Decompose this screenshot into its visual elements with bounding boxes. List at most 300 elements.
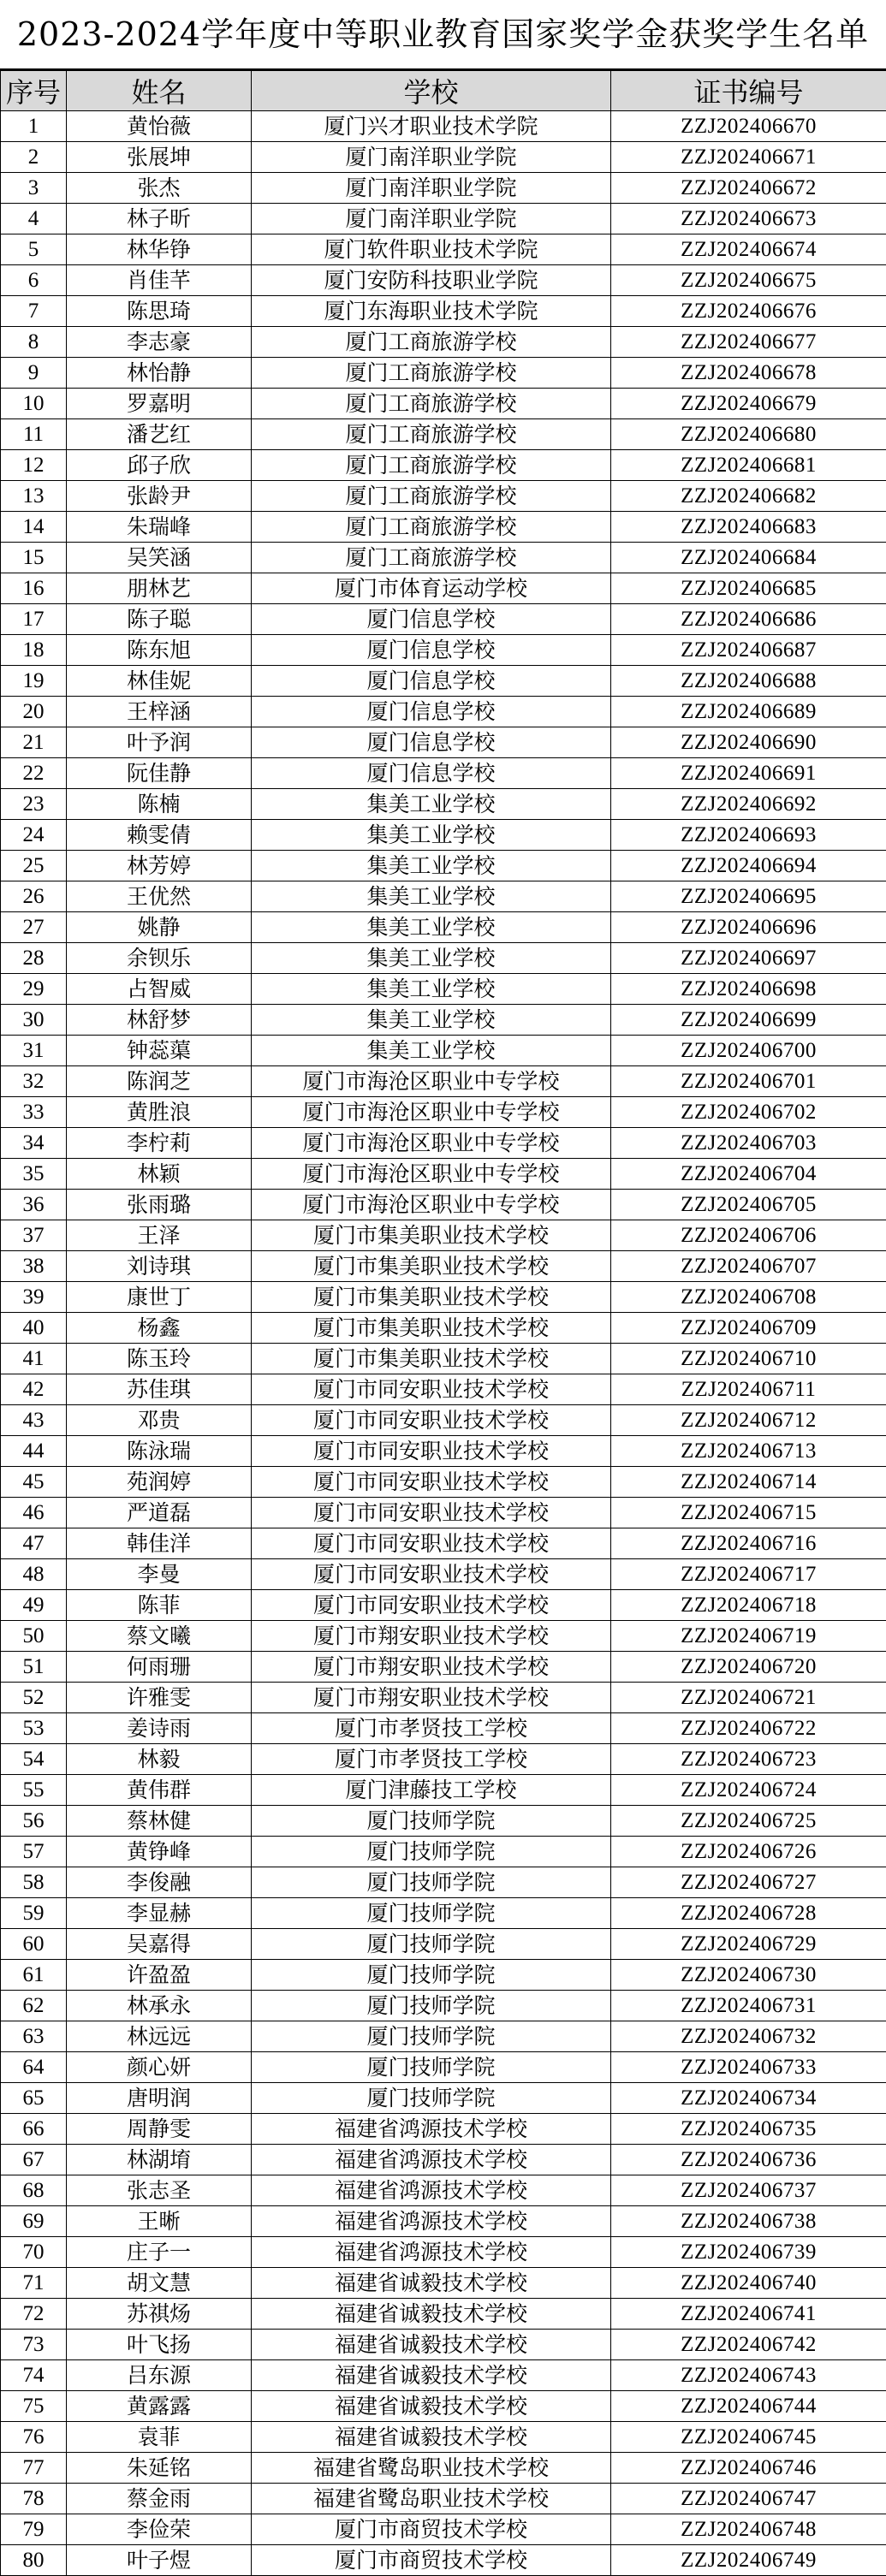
table-header-row: [1, 71, 886, 111]
cell-seq: 24: [1, 820, 67, 851]
cell-name: 钟蕊蕖: [67, 1036, 252, 1066]
cell-cert: ZZJ202406681: [611, 450, 886, 481]
cell-cert: ZZJ202406690: [611, 727, 886, 758]
table-row: [1, 1898, 886, 1929]
cell-name: 林舒梦: [67, 1005, 252, 1036]
cell-cert: ZZJ202406703: [611, 1128, 886, 1159]
table-row: [1, 697, 886, 727]
cell-seq: 15: [1, 543, 67, 573]
table-row: [1, 512, 886, 543]
cell-school: 集美工业学校: [252, 943, 611, 974]
cell-cert: ZZJ202406685: [611, 573, 886, 604]
header-school: 学校: [252, 71, 611, 111]
cell-name: 吴嘉得: [67, 1929, 252, 1960]
cell-cert: ZZJ202406689: [611, 697, 886, 727]
table-row: [1, 2391, 886, 2422]
cell-cert: ZZJ202406698: [611, 974, 886, 1005]
table-row: [1, 2145, 886, 2175]
cell-name: 刘诗琪: [67, 1251, 252, 1282]
cell-school: 集美工业学校: [252, 881, 611, 912]
cell-cert: ZZJ202406745: [611, 2422, 886, 2453]
cell-cert: ZZJ202406727: [611, 1867, 886, 1898]
cell-school: 厦门市同安职业技术学校: [252, 1436, 611, 1467]
cell-seq: 2: [1, 142, 67, 173]
cell-name: 黄露露: [67, 2391, 252, 2422]
cell-name: 余钡乐: [67, 943, 252, 974]
cell-cert: ZZJ202406674: [611, 234, 886, 265]
table-row: [1, 820, 886, 851]
cell-cert: ZZJ202406679: [611, 389, 886, 419]
cell-name: 吕东源: [67, 2360, 252, 2391]
cell-seq: 43: [1, 1405, 67, 1436]
cell-cert: ZZJ202406671: [611, 142, 886, 173]
table-row: [1, 2484, 886, 2514]
cell-name: 阮佳静: [67, 758, 252, 789]
cell-school: 厦门市海沧区职业中专学校: [252, 1190, 611, 1220]
cell-seq: 28: [1, 943, 67, 974]
cell-seq: 25: [1, 851, 67, 881]
cell-school: 福建省鹭岛职业技术学校: [252, 2453, 611, 2484]
table-body: [1, 111, 886, 2576]
cell-school: 福建省鸿源技术学校: [252, 2237, 611, 2268]
cell-cert: ZZJ202406735: [611, 2114, 886, 2145]
cell-seq: 52: [1, 1683, 67, 1713]
cell-seq: 11: [1, 419, 67, 450]
cell-seq: 71: [1, 2268, 67, 2299]
cell-name: 邓贵: [67, 1405, 252, 1436]
cell-seq: 27: [1, 912, 67, 943]
cell-seq: 26: [1, 881, 67, 912]
cell-name: 陈菲: [67, 1590, 252, 1621]
cell-seq: 39: [1, 1282, 67, 1313]
cell-name: 胡文慧: [67, 2268, 252, 2299]
cell-seq: 16: [1, 573, 67, 604]
cell-seq: 50: [1, 1621, 67, 1652]
cell-school: 集美工业学校: [252, 1036, 611, 1066]
document-title: 2023-2024学年度中等职业教育国家奖学金获奖学生名单: [0, 0, 886, 70]
cell-school: 厦门工商旅游学校: [252, 389, 611, 419]
cell-name: 林湖堉: [67, 2145, 252, 2175]
cell-cert: ZZJ202406682: [611, 481, 886, 512]
cell-seq: 21: [1, 727, 67, 758]
table-row: [1, 1374, 886, 1405]
cell-cert: ZZJ202406730: [611, 1960, 886, 1991]
cell-school: 福建省鸿源技术学校: [252, 2114, 611, 2145]
cell-name: 李曼: [67, 1559, 252, 1590]
cell-school: 厦门安防科技职业学院: [252, 265, 611, 296]
cell-seq: 74: [1, 2360, 67, 2391]
cell-cert: ZZJ202406711: [611, 1374, 886, 1405]
cell-name: 罗嘉明: [67, 389, 252, 419]
cell-school: 厦门市同安职业技术学校: [252, 1528, 611, 1559]
cell-name: 林远远: [67, 2021, 252, 2052]
cell-cert: ZZJ202406731: [611, 1991, 886, 2021]
cell-seq: 69: [1, 2206, 67, 2237]
cell-cert: ZZJ202406723: [611, 1744, 886, 1775]
cell-cert: ZZJ202406700: [611, 1036, 886, 1066]
cell-name: 陈东旭: [67, 635, 252, 666]
cell-seq: 12: [1, 450, 67, 481]
table-row: [1, 1251, 886, 1282]
cell-name: 杨鑫: [67, 1313, 252, 1344]
cell-cert: ZZJ202406678: [611, 358, 886, 389]
cell-seq: 44: [1, 1436, 67, 1467]
table-row: [1, 481, 886, 512]
cell-school: 厦门信息学校: [252, 635, 611, 666]
cell-name: 李俊融: [67, 1867, 252, 1898]
cell-school: 福建省诚毅技术学校: [252, 2391, 611, 2422]
cell-school: 厦门工商旅游学校: [252, 358, 611, 389]
cell-cert: ZZJ202406677: [611, 327, 886, 358]
cell-school: 福建省诚毅技术学校: [252, 2330, 611, 2360]
cell-school: 厦门市同安职业技术学校: [252, 1498, 611, 1528]
cell-school: 厦门市集美职业技术学校: [252, 1251, 611, 1282]
table-row: [1, 912, 886, 943]
cell-name: 黄伟群: [67, 1775, 252, 1806]
cell-cert: ZZJ202406726: [611, 1837, 886, 1867]
cell-seq: 79: [1, 2514, 67, 2545]
cell-seq: 20: [1, 697, 67, 727]
cell-name: 潘艺红: [67, 419, 252, 450]
cell-school: 厦门市海沧区职业中专学校: [252, 1159, 611, 1190]
cell-name: 李志豪: [67, 327, 252, 358]
cell-school: 厦门信息学校: [252, 697, 611, 727]
cell-name: 蔡金雨: [67, 2484, 252, 2514]
table-row: [1, 1960, 886, 1991]
cell-cert: ZZJ202406737: [611, 2175, 886, 2206]
cell-name: 陈楠: [67, 789, 252, 820]
table-row: [1, 173, 886, 204]
cell-seq: 59: [1, 1898, 67, 1929]
cell-cert: ZZJ202406709: [611, 1313, 886, 1344]
cell-name: 陈子聪: [67, 604, 252, 635]
cell-name: 陈思琦: [67, 296, 252, 327]
cell-name: 蔡文曦: [67, 1621, 252, 1652]
cell-name: 林芳婷: [67, 851, 252, 881]
cell-cert: ZZJ202406688: [611, 666, 886, 697]
cell-seq: 17: [1, 604, 67, 635]
cell-cert: ZZJ202406738: [611, 2206, 886, 2237]
cell-name: 赖雯倩: [67, 820, 252, 851]
cell-seq: 61: [1, 1960, 67, 1991]
cell-cert: ZZJ202406702: [611, 1097, 886, 1128]
table-row: [1, 635, 886, 666]
cell-school: 厦门市商贸技术学校: [252, 2514, 611, 2545]
table-row: [1, 234, 886, 265]
table-row: [1, 265, 886, 296]
header-cert: 证书编号: [611, 71, 886, 111]
cell-name: 苑润婷: [67, 1467, 252, 1498]
cell-cert: ZZJ202406715: [611, 1498, 886, 1528]
cell-name: 唐明润: [67, 2083, 252, 2114]
cell-name: 肖佳芊: [67, 265, 252, 296]
table-row: [1, 358, 886, 389]
cell-name: 姚静: [67, 912, 252, 943]
table-row: [1, 1344, 886, 1374]
cell-cert: ZZJ202406687: [611, 635, 886, 666]
cell-name: 林颖: [67, 1159, 252, 1190]
cell-seq: 34: [1, 1128, 67, 1159]
cell-cert: ZZJ202406716: [611, 1528, 886, 1559]
cell-cert: ZZJ202406743: [611, 2360, 886, 2391]
cell-seq: 6: [1, 265, 67, 296]
table-row: [1, 2083, 886, 2114]
table-row: [1, 1775, 886, 1806]
cell-name: 吴笑涵: [67, 543, 252, 573]
cell-seq: 41: [1, 1344, 67, 1374]
cell-name: 严道磊: [67, 1498, 252, 1528]
cell-school: 厦门市集美职业技术学校: [252, 1344, 611, 1374]
table-row: [1, 419, 886, 450]
table-row: [1, 2514, 886, 2545]
table-row: [1, 1744, 886, 1775]
cell-cert: ZZJ202406710: [611, 1344, 886, 1374]
table-row: [1, 1590, 886, 1621]
header-name: 姓名: [67, 71, 252, 111]
cell-seq: 32: [1, 1066, 67, 1097]
cell-name: 陈泳瑞: [67, 1436, 252, 1467]
cell-cert: ZZJ202406697: [611, 943, 886, 974]
awardee-table: [0, 70, 886, 2576]
cell-name: 叶子煜: [67, 2545, 252, 2576]
cell-seq: 80: [1, 2545, 67, 2576]
cell-school: 厦门工商旅游学校: [252, 543, 611, 573]
table-row: [1, 1159, 886, 1190]
cell-name: 邱子欣: [67, 450, 252, 481]
table-row: [1, 1005, 886, 1036]
cell-name: 朋林艺: [67, 573, 252, 604]
cell-cert: ZZJ202406717: [611, 1559, 886, 1590]
table-row: [1, 450, 886, 481]
cell-cert: ZZJ202406739: [611, 2237, 886, 2268]
cell-name: 朱延铭: [67, 2453, 252, 2484]
cell-name: 占智威: [67, 974, 252, 1005]
cell-school: 厦门市同安职业技术学校: [252, 1467, 611, 1498]
table-row: [1, 2175, 886, 2206]
table-row: [1, 2206, 886, 2237]
cell-seq: 56: [1, 1806, 67, 1837]
cell-seq: 49: [1, 1590, 67, 1621]
cell-school: 集美工业学校: [252, 851, 611, 881]
cell-seq: 62: [1, 1991, 67, 2021]
cell-school: 厦门市海沧区职业中专学校: [252, 1066, 611, 1097]
cell-cert: ZZJ202406740: [611, 2268, 886, 2299]
cell-cert: ZZJ202406704: [611, 1159, 886, 1190]
cell-seq: 76: [1, 2422, 67, 2453]
cell-school: 厦门市翔安职业技术学校: [252, 1621, 611, 1652]
table-row: [1, 1190, 886, 1220]
cell-name: 林承永: [67, 1991, 252, 2021]
cell-cert: ZZJ202406718: [611, 1590, 886, 1621]
cell-school: 厦门市集美职业技术学校: [252, 1313, 611, 1344]
cell-seq: 63: [1, 2021, 67, 2052]
cell-name: 陈玉玲: [67, 1344, 252, 1374]
table-row: [1, 1559, 886, 1590]
cell-school: 厦门技师学院: [252, 1806, 611, 1837]
cell-seq: 70: [1, 2237, 67, 2268]
cell-seq: 45: [1, 1467, 67, 1498]
cell-school: 厦门工商旅游学校: [252, 481, 611, 512]
cell-school: 厦门软件职业技术学院: [252, 234, 611, 265]
table-row: [1, 789, 886, 820]
cell-cert: ZZJ202406693: [611, 820, 886, 851]
cell-seq: 9: [1, 358, 67, 389]
cell-school: 厦门市孝贤技工学校: [252, 1713, 611, 1744]
cell-school: 厦门市体育运动学校: [252, 573, 611, 604]
cell-name: 袁菲: [67, 2422, 252, 2453]
cell-school: 厦门市同安职业技术学校: [252, 1590, 611, 1621]
table-row: [1, 1528, 886, 1559]
cell-school: 集美工业学校: [252, 789, 611, 820]
cell-seq: 67: [1, 2145, 67, 2175]
cell-seq: 66: [1, 2114, 67, 2145]
cell-name: 黄胜浪: [67, 1097, 252, 1128]
table-row: [1, 1282, 886, 1313]
cell-seq: 1: [1, 111, 67, 142]
cell-cert: ZZJ202406741: [611, 2299, 886, 2330]
cell-name: 朱瑞峰: [67, 512, 252, 543]
cell-name: 林子昕: [67, 204, 252, 234]
cell-cert: ZZJ202406673: [611, 204, 886, 234]
cell-school: 厦门南洋职业学院: [252, 142, 611, 173]
cell-school: 集美工业学校: [252, 912, 611, 943]
cell-name: 王泽: [67, 1220, 252, 1251]
table-row: [1, 1929, 886, 1960]
table-row: [1, 666, 886, 697]
cell-school: 厦门信息学校: [252, 666, 611, 697]
cell-seq: 54: [1, 1744, 67, 1775]
table-row: [1, 1405, 886, 1436]
cell-school: 福建省鸿源技术学校: [252, 2175, 611, 2206]
cell-cert: ZZJ202406732: [611, 2021, 886, 2052]
cell-cert: ZZJ202406721: [611, 1683, 886, 1713]
cell-school: 厦门南洋职业学院: [252, 204, 611, 234]
cell-school: 厦门技师学院: [252, 1929, 611, 1960]
cell-cert: ZZJ202406694: [611, 851, 886, 881]
cell-school: 厦门技师学院: [252, 1867, 611, 1898]
cell-cert: ZZJ202406696: [611, 912, 886, 943]
cell-seq: 51: [1, 1652, 67, 1683]
cell-school: 厦门技师学院: [252, 1898, 611, 1929]
table-row: [1, 1713, 886, 1744]
table-row: [1, 2052, 886, 2083]
cell-name: 康世丁: [67, 1282, 252, 1313]
table-row: [1, 1498, 886, 1528]
cell-seq: 36: [1, 1190, 67, 1220]
table-row: [1, 1220, 886, 1251]
cell-school: 厦门市集美职业技术学校: [252, 1220, 611, 1251]
cell-cert: ZZJ202406749: [611, 2545, 886, 2576]
cell-school: 厦门市孝贤技工学校: [252, 1744, 611, 1775]
table-row: [1, 2268, 886, 2299]
cell-seq: 78: [1, 2484, 67, 2514]
table-row: [1, 1621, 886, 1652]
cell-cert: ZZJ202406746: [611, 2453, 886, 2484]
cell-school: 厦门津藤技工学校: [252, 1775, 611, 1806]
cell-seq: 29: [1, 974, 67, 1005]
cell-name: 张展坤: [67, 142, 252, 173]
cell-seq: 10: [1, 389, 67, 419]
table-row: [1, 2114, 886, 2145]
cell-cert: ZZJ202406670: [611, 111, 886, 142]
table-row: [1, 1097, 886, 1128]
cell-name: 李俭荣: [67, 2514, 252, 2545]
cell-seq: 31: [1, 1036, 67, 1066]
table-row: [1, 1837, 886, 1867]
cell-name: 林毅: [67, 1744, 252, 1775]
cell-cert: ZZJ202406705: [611, 1190, 886, 1220]
cell-school: 厦门工商旅游学校: [252, 450, 611, 481]
cell-school: 厦门信息学校: [252, 604, 611, 635]
cell-school: 集美工业学校: [252, 820, 611, 851]
cell-school: 福建省诚毅技术学校: [252, 2268, 611, 2299]
cell-name: 黄铮峰: [67, 1837, 252, 1867]
cell-seq: 30: [1, 1005, 67, 1036]
cell-school: 福建省鹭岛职业技术学校: [252, 2484, 611, 2514]
cell-name: 张雨璐: [67, 1190, 252, 1220]
cell-seq: 22: [1, 758, 67, 789]
cell-seq: 42: [1, 1374, 67, 1405]
cell-school: 福建省诚毅技术学校: [252, 2360, 611, 2391]
cell-seq: 75: [1, 2391, 67, 2422]
cell-seq: 48: [1, 1559, 67, 1590]
cell-name: 许雅雯: [67, 1683, 252, 1713]
cell-cert: ZZJ202406720: [611, 1652, 886, 1683]
cell-name: 王优然: [67, 881, 252, 912]
cell-cert: ZZJ202406729: [611, 1929, 886, 1960]
cell-seq: 73: [1, 2330, 67, 2360]
cell-school: 厦门工商旅游学校: [252, 327, 611, 358]
cell-school: 厦门市翔安职业技术学校: [252, 1652, 611, 1683]
cell-school: 厦门市同安职业技术学校: [252, 1374, 611, 1405]
cell-seq: 3: [1, 173, 67, 204]
table-row: [1, 974, 886, 1005]
table-row: [1, 1436, 886, 1467]
table-row: [1, 111, 886, 142]
cell-name: 张志圣: [67, 2175, 252, 2206]
cell-name: 韩佳洋: [67, 1528, 252, 1559]
table-row: [1, 2453, 886, 2484]
cell-cert: ZZJ202406675: [611, 265, 886, 296]
cell-school: 福建省诚毅技术学校: [252, 2422, 611, 2453]
table-row: [1, 2299, 886, 2330]
cell-cert: ZZJ202406714: [611, 1467, 886, 1498]
cell-cert: ZZJ202406701: [611, 1066, 886, 1097]
cell-school: 厦门市同安职业技术学校: [252, 1559, 611, 1590]
cell-seq: 60: [1, 1929, 67, 1960]
cell-school: 集美工业学校: [252, 1005, 611, 1036]
table-row: [1, 727, 886, 758]
cell-name: 周静雯: [67, 2114, 252, 2145]
cell-cert: ZZJ202406676: [611, 296, 886, 327]
cell-cert: ZZJ202406734: [611, 2083, 886, 2114]
cell-school: 福建省鸿源技术学校: [252, 2206, 611, 2237]
cell-seq: 14: [1, 512, 67, 543]
cell-seq: 8: [1, 327, 67, 358]
cell-name: 庄子一: [67, 2237, 252, 2268]
table-row: [1, 2237, 886, 2268]
cell-cert: ZZJ202406744: [611, 2391, 886, 2422]
cell-name: 张杰: [67, 173, 252, 204]
cell-cert: ZZJ202406724: [611, 1775, 886, 1806]
cell-school: 厦门技师学院: [252, 1960, 611, 1991]
cell-school: 厦门技师学院: [252, 1991, 611, 2021]
cell-seq: 4: [1, 204, 67, 234]
cell-cert: ZZJ202406680: [611, 419, 886, 450]
cell-school: 厦门信息学校: [252, 758, 611, 789]
cell-name: 王晰: [67, 2206, 252, 2237]
cell-seq: 68: [1, 2175, 67, 2206]
